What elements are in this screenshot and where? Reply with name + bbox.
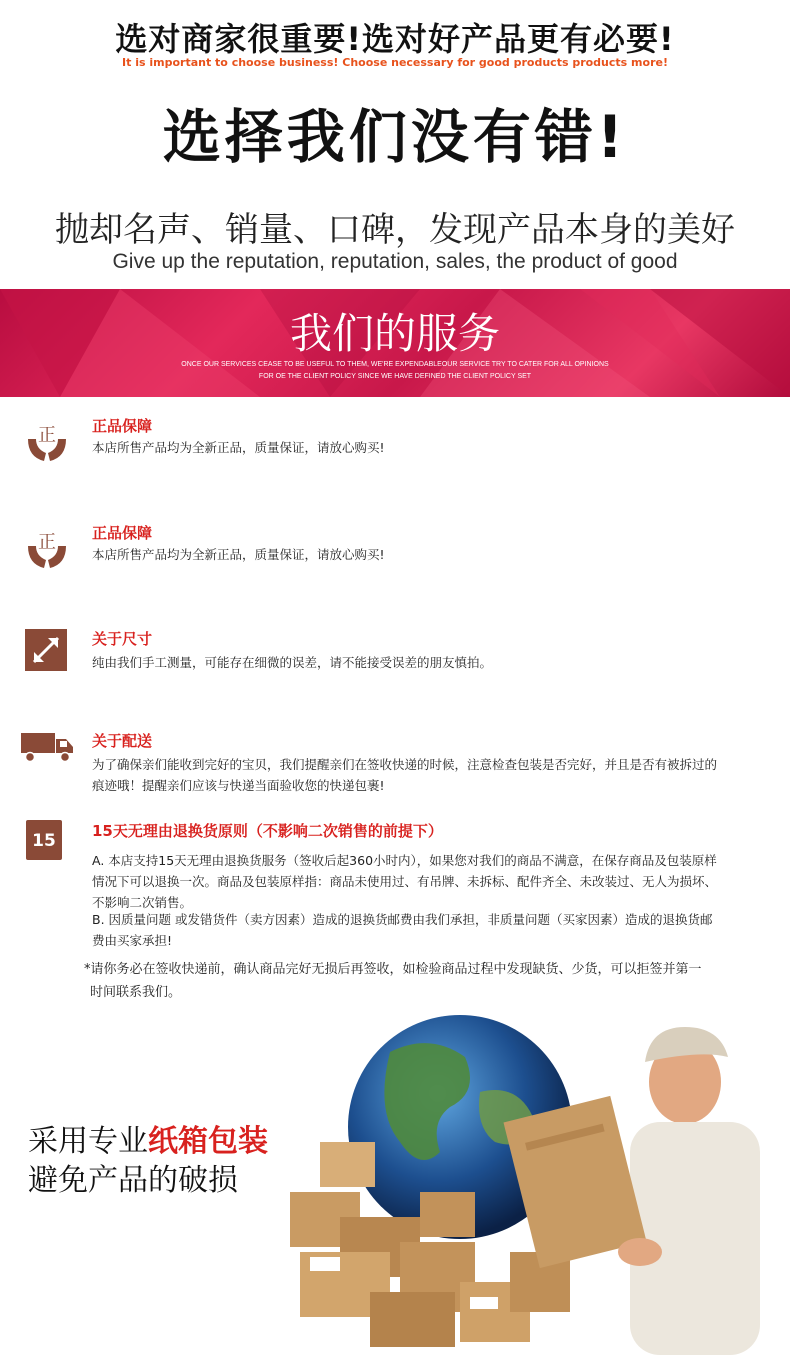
service-title: 我们的服务: [289, 309, 500, 358]
svg-text:正: 正: [38, 425, 56, 446]
resize-arrow-icon: [24, 628, 68, 672]
slogan-en: Give up the reputation, reputation, sales, the product of good: [112, 250, 678, 273]
item-title: 正品保障: [92, 417, 153, 435]
item-body: 纯由我们手工测量，可能存在细微的误差，请不能接受误差的朋友慎拍。: [92, 655, 493, 670]
return-line-3: 不影响二次销售。: [92, 895, 193, 910]
return-line-1: A. 本店支持15天无理由退换货服务（签收后起360小时内），如果您对我们的商品不满意，在保存商品及包装原样: [92, 853, 717, 868]
item-title: 15天无理由退换货原则（不影响二次销售的前提下）: [92, 822, 443, 840]
header-title-cn: 选对商家很重要!选对好产品更有必要!: [115, 20, 675, 58]
service-subtitle-1: ONCE OUR SERVICES CEASE TO BE USEFUL TO THEM, WE'RE EXPENDABLEOUR SERVICE TRY TO CATER FOR ALL OPINIONS: [181, 361, 609, 368]
slogan-cn: 抛却名声、销量、口碑，发现产品本身的美好: [55, 210, 735, 250]
item-title: 关于尺寸: [92, 630, 153, 648]
genuine-hands-icon: [24, 417, 70, 463]
item-body: 本店所售产品均为全新正品，质量保证，请放心购买!: [92, 547, 385, 562]
promo-highlight: 纸箱包装: [148, 1124, 268, 1159]
truck-icon: [20, 730, 76, 764]
item-body-line-2: 痕迹哦！提醒亲们应该与快递当面验收您的快递包裹!: [92, 778, 385, 793]
svg-text:正: 正: [38, 532, 56, 553]
service-band: [0, 289, 790, 397]
promo-prefix: 采用专业: [28, 1124, 148, 1159]
return-line-2: 情况下可以退换一次。商品及包装原样指：商品未使用过、有吊牌、未拆标、配件齐全、未改装过、无人为损坏、: [92, 874, 718, 889]
promo-line-2: 避免产品的破损: [28, 1163, 238, 1198]
genuine-hands-icon: [24, 524, 70, 570]
promo-line-1: [28, 1116, 268, 1160]
service-subtitle-2: FOR OE THE CLIENT POLICY SINCE WE HAVE DEFINED THE CLIENT POLICY SET: [258, 373, 532, 380]
item-title: 正品保障: [92, 524, 153, 542]
item-body: 本店所售产品均为全新正品，质量保证，请放心购买!: [92, 440, 385, 455]
note-line-2: 时间联系我们。: [90, 985, 182, 1000]
big-title: 选择我们没有错!: [162, 103, 628, 171]
packaging-illustration: [280, 1012, 790, 1355]
note-line-1: *请你务必在签收快递前，确认商品完好无损后再签收，如检验商品过程中发现缺货、少货，可以拒签并第一: [84, 962, 702, 977]
return-line-4: B. 因质量问题 或发错货件（卖方因素）造成的退换货邮费由我们承担，非质量问题（买家因素）造成的退换货邮: [92, 912, 713, 927]
signing-note: [84, 958, 774, 1004]
header-title-en: It is important to choose business! Choose necessary for good products products more!: [122, 56, 668, 69]
calendar-15-icon: 15: [26, 820, 62, 860]
return-line-5: 费由买家承担!: [92, 933, 173, 948]
item-body-line-1: 为了确保亲们能收到完好的宝贝，我们提醒亲们在签收快递的时候，注意检查包装是否完好，并且是否有被拆过的: [92, 757, 718, 772]
item-title: 关于配送: [92, 732, 153, 750]
